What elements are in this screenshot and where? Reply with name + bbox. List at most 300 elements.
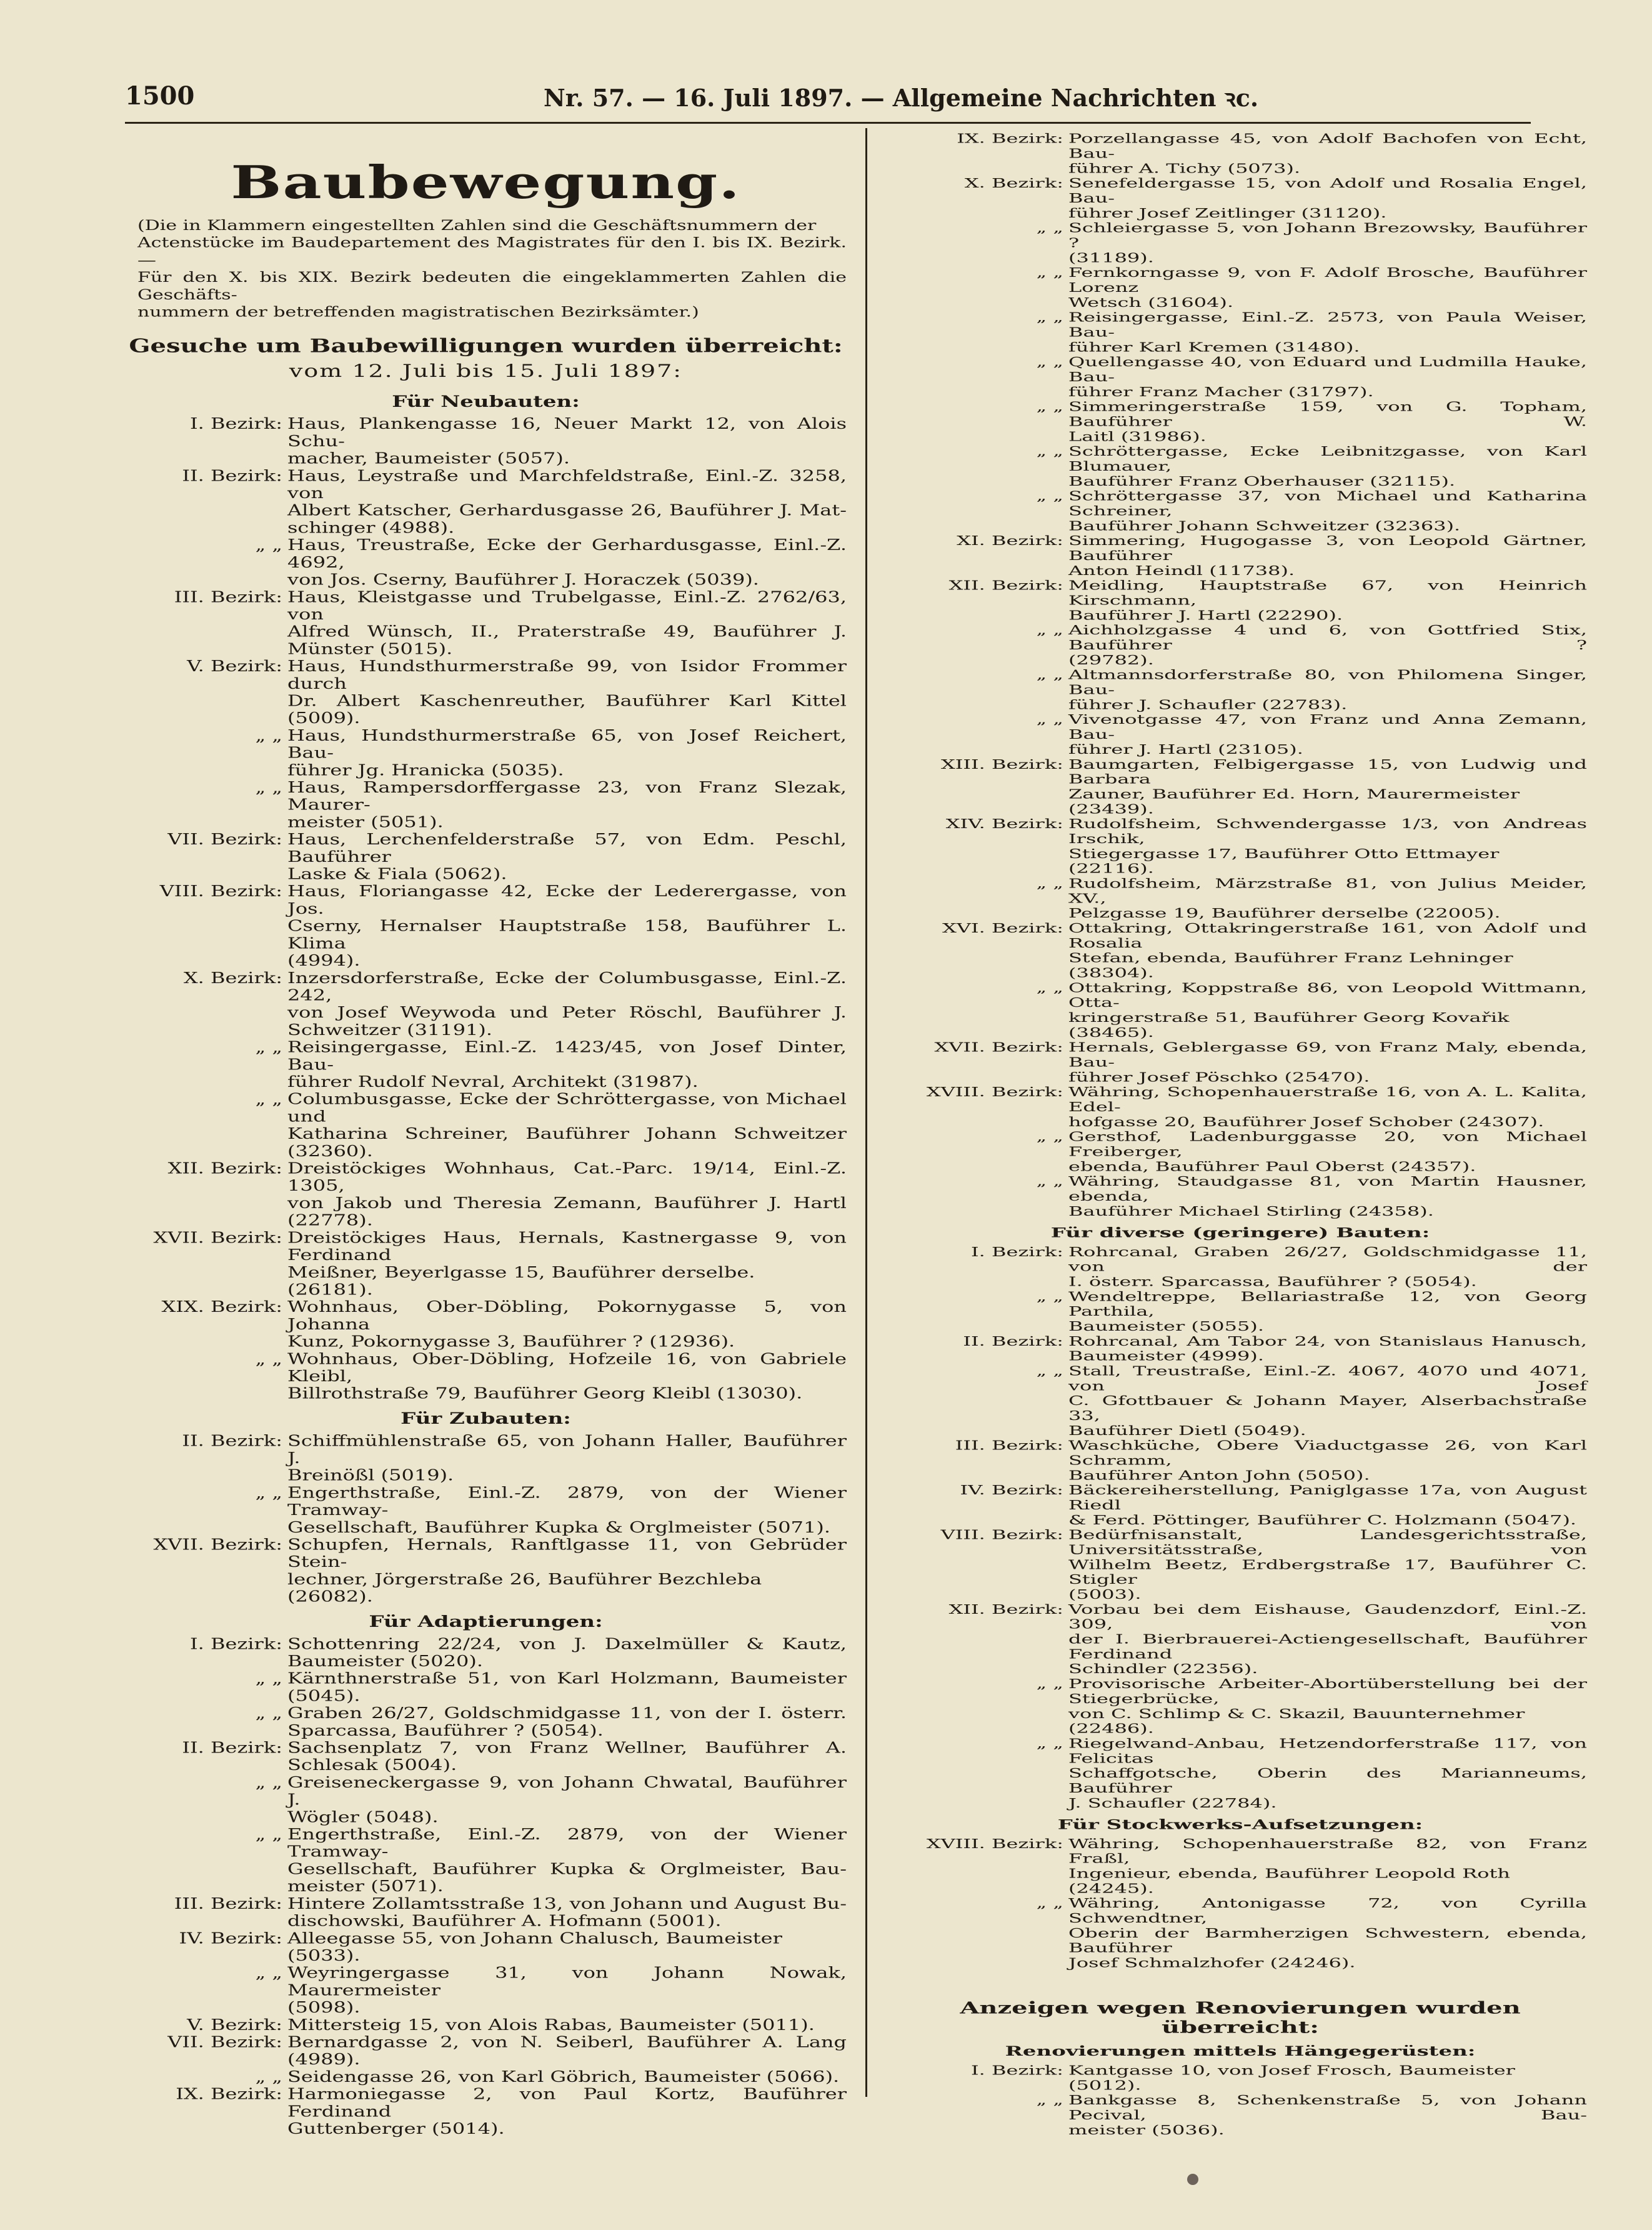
district-label: „ „: [1036, 1129, 1063, 1144]
entry-text: [287, 1636, 847, 1670]
intro-note: [137, 217, 847, 321]
entry-line: Schleiergasse 5, von Johann Brezowsky, Bauführer ?: [1068, 220, 1587, 251]
entry: [125, 1964, 847, 2016]
entry: [893, 1676, 1587, 1736]
entry-line: Engerthstraße, Einl.-Z. 2879, von der Wiener Tramway-: [287, 1483, 847, 1519]
entry-line: Columbusgasse, Ecke der Schröttergasse, von Michael und: [287, 1090, 847, 1126]
entry-line: Greiseneckergasse 9, von Johann Chwatal, Bauführer J.: [287, 1773, 847, 1809]
entry-line: Sparcassa, Bauführer ? (5054).: [287, 1721, 604, 1739]
entry-line: macher, Baumeister (5057).: [287, 449, 570, 468]
entry-line: Haus, Treustraße, Ecke der Gerhardusgasse, Einl.-Z. 4692,: [287, 536, 847, 571]
district-label: I. Bezirk:: [971, 2062, 1063, 2078]
entry-text: [1068, 1528, 1587, 1602]
district-label: XI. Bezirk:: [957, 532, 1063, 549]
entry-line: Bauführer Johann Schweitzer (32363).: [1068, 518, 1461, 534]
entry-line: Oberin der Barmherzigen Schwestern, ebenda, Bauführer: [1068, 1925, 1587, 1956]
entry-line: Alfred Wünsch, II., Praterstraße 49, Bauführer J.: [287, 622, 847, 641]
entry-line: (32360).: [287, 1142, 373, 1160]
entry-line: von C. Schlimp & C. Skazil, Bauunternehmer (22486).: [1068, 1706, 1525, 1736]
running-title: Nr. 57. — 16. Juli 1897. — Allgemeine Nachrichten ꝛc.: [544, 84, 1259, 112]
entry-line: Simmering, Hugogasse 3, von Leopold Gärtner, Bauführer: [1068, 532, 1587, 564]
entry-line: Waschküche, Obere Viaductgasse 26, von Karl Schramm,: [1068, 1438, 1587, 1468]
left-column: [125, 131, 847, 2138]
district-label: II. Bezirk:: [182, 466, 282, 485]
entry-text: [287, 468, 847, 537]
entry-line: Anton Heindl (11738).: [1068, 562, 1295, 579]
entry-line: ebenda, Bauführer Paul Oberst (24357).: [1068, 1158, 1476, 1174]
entry-line: Josef Schmalzhofer (24246).: [1068, 1955, 1356, 1971]
intro-line: nummern der betreffenden magistratischen Bezirksämter.): [137, 304, 699, 321]
entry-line: Meidling, Hauptstraße 67, von Heinrich Kirschmann,: [1068, 578, 1587, 608]
entry-line: Senefeldergasse 15, von Adolf und Rosalia Engel, Bau-: [1068, 175, 1587, 206]
entry-line: Bauführer Franz Oberhauser (32115).: [1068, 473, 1456, 489]
district-label: „ „: [255, 536, 282, 554]
entry-text: [1068, 1174, 1587, 1219]
entry-line: Billrothstraße 79, Bauführer Georg Kleibl (13030).: [287, 1384, 803, 1402]
entry: [125, 1636, 847, 1670]
entry: [125, 658, 847, 727]
district-label: III. Bezirk:: [174, 588, 282, 606]
district-label: „ „: [255, 1825, 282, 1844]
entry-line: meister (5071).: [287, 1877, 444, 1896]
entry-text: [287, 2086, 847, 2138]
right-sections: [893, 1224, 1587, 1971]
entry: [125, 536, 847, 588]
entry-line: Porzellangasse 45, von Adolf Bachofen von Echt, Bau-: [1068, 131, 1587, 161]
entry-text: [287, 1774, 847, 1826]
entry-text: [1068, 489, 1587, 534]
entry-line: Katharina Schreiner, Bauführer Johann Schweitzer: [287, 1124, 847, 1143]
entry-line: Alleegasse 55, von Johann Chalusch, Baumeister (5033).: [287, 1929, 782, 1964]
entry-line: Schröttergasse, Ecke Leibnitzgasse, von Karl Blumauer,: [1068, 443, 1587, 474]
entry: [893, 1438, 1587, 1483]
district-label: IV. Bezirk:: [179, 1929, 282, 1948]
district-label: I. Bezirk:: [190, 414, 282, 433]
entry-line: Reisingergasse, Einl.-Z. 2573, von Paula Weiser, Bau-: [1068, 309, 1587, 340]
entry-line: Haus, Leystraße und Marchfeldstraße, Einl.-Z. 3258, von: [287, 466, 847, 502]
entry-line: (4989).: [287, 2050, 361, 2069]
entry-text: [1068, 981, 1587, 1040]
entry-line: Laitl (31986).: [1068, 429, 1207, 444]
entry-line: Inzersdorferstraße, Ecke der Columbusgasse, Einl.-Z. 242,: [287, 969, 847, 1004]
entry-line: führer Rudolf Nevral, Architekt (31987).: [287, 1072, 699, 1091]
entry-line: Haus, Floriangasse 42, Ecke der Lederergasse, von Jos.: [287, 882, 847, 918]
header-rule: [125, 122, 1531, 124]
district-label: X. Bezirk:: [964, 175, 1063, 191]
entry: [125, 1039, 847, 1091]
entry-line: Gesellschaft, Bauführer Kupka & Orglmeister (5071).: [287, 1518, 830, 1536]
entry-line: Weyringergasse 31, von Johann Nowak, Maurermeister: [287, 1964, 847, 1999]
renovation-subheading: Renovierungen mittels Hängegerüsten:: [1005, 2043, 1476, 2060]
intro-line: Für den X. bis XIX. Bezirk bedeuten die eingeklammerten Zahlen die Geschäfts-: [137, 269, 847, 303]
entry-text: [1068, 876, 1587, 921]
entry: [125, 1704, 847, 1739]
district-label: II. Bezirk:: [182, 1739, 282, 1757]
entry-line: Schottenring 22/24, von J. Daxelmüller & Kautz,: [287, 1634, 847, 1653]
entry-line: Wögler (5048).: [287, 1808, 439, 1826]
district-label: „ „: [1036, 1289, 1063, 1304]
entry-line: Ingenieur, ebenda, Bauführer Leopold Roth (24245).: [1068, 1866, 1510, 1896]
district-label: XIX. Bezirk:: [161, 1298, 282, 1316]
district-label: „ „: [1036, 979, 1063, 996]
entry-text: [1068, 1084, 1587, 1129]
entry-line: Schiffmühlenstraße 65, von Johann Haller, Bauführer J.: [287, 1431, 847, 1468]
entry-text: [287, 1160, 847, 1229]
entry-line: Haus, Lerchenfelderstraße 57, von Edm. Peschl, Bauführer: [287, 830, 847, 866]
district-label: VII. Bezirk:: [167, 830, 282, 849]
entry-line: Baumeister (4999).: [1068, 1348, 1264, 1364]
entry-line: Aichholzgasse 4 und 6, von Gottfried Stix, Bauführer ?: [1068, 622, 1587, 653]
entry-line: Wetsch (31604).: [1068, 294, 1234, 311]
entry-line: Baumeister (5020).: [287, 1652, 483, 1670]
entry-line: Schlesak (5004).: [287, 1756, 457, 1774]
entry-line: Riegelwand-Anbau, Hetzendorferstraße 117, von Felicitas: [1068, 1736, 1587, 1766]
entry: [893, 1896, 1587, 1970]
entry-text: [1068, 1040, 1587, 1085]
district-label: „ „: [1036, 309, 1063, 325]
entry-text: [1068, 1364, 1587, 1438]
entry: [125, 831, 847, 882]
entry-text: [1068, 176, 1587, 221]
entry-text: [287, 536, 847, 588]
entry: [125, 1930, 847, 1964]
entry-line: Schröttergasse 37, von Michael und Katharina Schreiner,: [1068, 488, 1587, 519]
entry-text: [1068, 534, 1587, 579]
entry-text: [1068, 131, 1587, 176]
entry-text: [287, 1432, 847, 1484]
entry-text: [1068, 668, 1587, 712]
entry-line: Stiegergasse 17, Bauführer Otto Ettmayer (22116).: [1068, 846, 1500, 876]
entry-line: der I. Bierbrauerei-Actiengesellschaft, Bauführer Ferdinand: [1068, 1631, 1587, 1662]
entry-text: [287, 2034, 847, 2068]
entry-line: Hernals, Geblergasse 69, von Franz Maly, ebenda, Bau-: [1068, 1039, 1587, 1070]
entry-line: Seidengasse 26, von Karl Göbrich, Baumeister (5066).: [287, 2068, 840, 2086]
entry: [125, 727, 847, 779]
district-label: XIV. Bezirk:: [945, 816, 1063, 832]
district-label: „ „: [255, 2068, 282, 2086]
entry-line: kringerstraße 51, Bauführer Georg Kovařik (38465).: [1068, 1009, 1510, 1040]
entry-line: Wohnhaus, Ober-Döbling, Hofzeile 16, von Gabriele Kleibl,: [287, 1349, 847, 1385]
entry-line: Rudolfsheim, Schwendergasse 1/3, von Andreas Irschik,: [1068, 816, 1587, 847]
entry: [893, 578, 1587, 623]
entry-text: [1068, 757, 1587, 816]
date-range: vom 12. Juli bis 15. Juli 1897:: [289, 360, 683, 381]
entry: [893, 266, 1587, 311]
district-label: II. Bezirk:: [963, 1333, 1063, 1349]
district-label: „ „: [1036, 622, 1063, 638]
entry-line: C. Gfottbauer & Johann Mayer, Alserbachstraße 33,: [1068, 1392, 1587, 1424]
entry: [125, 1774, 847, 1826]
entry: [125, 1160, 847, 1229]
entry-line: Ottakring, Koppstraße 86, von Leopold Wittmann, Otta-: [1068, 979, 1587, 1011]
entry: [893, 1084, 1587, 1129]
entry-line: Dreistöckiges Wohnhaus, Cat.-Parc. 19/14, Einl.-Z. 1305,: [287, 1159, 847, 1195]
district-label: „ „: [255, 1704, 282, 1722]
entry: [893, 355, 1587, 400]
intro-line: (Die in Klammern eingestellten Zahlen sind die Geschäftsnummern der: [137, 217, 817, 234]
entry: [125, 1895, 847, 1929]
section-heading: Für Neubauten:: [392, 392, 580, 411]
entry-line: Fernkorngasse 9, von F. Adolf Brosche, Bauführer Lorenz: [1068, 264, 1587, 296]
left-sections: [125, 391, 847, 2138]
entry-line: (5045).: [287, 1686, 361, 1705]
entry-line: Sachsenplatz 7, von Franz Wellner, Bauführer A.: [287, 1739, 847, 1757]
entry-line: Haus, Plankengasse 16, Neuer Markt 12, von Alois Schu-: [287, 414, 847, 450]
entry: [125, 2068, 847, 2086]
district-label: XVII. Bezirk:: [153, 1228, 282, 1247]
entry-line: führer A. Tichy (5073).: [1068, 161, 1301, 176]
entry: [893, 1129, 1587, 1174]
entry-line: Altmannsdorferstraße 80, von Philomena Singer, Bau-: [1068, 667, 1587, 698]
district-label: IX. Bezirk:: [957, 131, 1063, 146]
district-label: VIII. Bezirk:: [940, 1527, 1063, 1542]
district-label: II. Bezirk:: [182, 1431, 282, 1450]
entry-line: Zauner, Bauführer Ed. Horn, Maurermeister (23439).: [1068, 786, 1520, 817]
entry-text: [287, 1484, 847, 1536]
renovation-heading: Anzeigen wegen Renovierungen wurden überreicht:: [960, 1998, 1521, 2037]
district-label: „ „: [1036, 1676, 1063, 1692]
entry-line: Schweitzer (31191).: [287, 1021, 493, 1039]
entry: [893, 1836, 1587, 1896]
entry-line: Haus, Rampersdorffergasse 23, von Franz Slezak, Maurer-: [287, 778, 847, 814]
section-heading: Für Adaptierungen:: [369, 1612, 603, 1631]
entry-line: schinger (4988).: [287, 518, 455, 537]
entry-line: Rohrcanal, Am Tabor 24, von Stanislaus Hanusch,: [1068, 1333, 1587, 1349]
entry-line: Guttenberger (5014).: [287, 2119, 505, 2138]
entry: [893, 1334, 1587, 1364]
entry: [893, 757, 1587, 816]
district-label: „ „: [255, 1773, 282, 1791]
entry-line: Gesellschaft, Bauführer Kupka & Orglmeister, Bau-: [287, 1859, 847, 1878]
entry-line: Laske & Fiala (5062).: [287, 865, 507, 883]
entry: [893, 2092, 1587, 2138]
entry-text: [287, 1536, 847, 1606]
entry: [893, 1174, 1587, 1219]
district-label: „ „: [255, 1038, 282, 1056]
entry-line: Schupfen, Hernals, Ranftlgasse 11, von Gebrüder Stein-: [287, 1536, 847, 1571]
entry-line: Kantgasse 10, von Josef Frosch, Baumeister (5012).: [1068, 2062, 1515, 2093]
entry-line: Währing, Schopenhauerstraße 82, von Franz Fraßl,: [1068, 1836, 1587, 1866]
district-label: „ „: [1036, 876, 1063, 891]
entry: [893, 1244, 1587, 1289]
entry-text: [1068, 221, 1587, 266]
entry-line: Provisorische Arbeiter-Abortüberstellung bei der Stiegerbrücke,: [1068, 1676, 1587, 1707]
entry-text: [287, 1670, 847, 1704]
page-header: [125, 81, 1531, 119]
entry-line: I. österr. Sparcassa, Bauführer ? (5054).: [1068, 1274, 1477, 1289]
entry: [893, 1483, 1587, 1528]
entry-line: Ottakring, Ottakringerstraße 161, von Adolf und Rosalia: [1068, 920, 1587, 951]
entry-text: [1068, 1244, 1587, 1289]
column-divider: [865, 128, 867, 2097]
entry-text: [287, 1298, 847, 1350]
entry: [125, 1739, 847, 1774]
entry-text: [287, 1039, 847, 1091]
entry-line: Bauführer Michael Stirling (24358).: [1068, 1203, 1434, 1219]
entry: [893, 444, 1587, 489]
entry-text: [287, 969, 847, 1039]
entry-line: meister (5036).: [1068, 2122, 1225, 2138]
district-label: „ „: [255, 1483, 282, 1502]
entry-line: (5009).: [287, 709, 361, 728]
district-label: XVI. Bezirk:: [942, 920, 1063, 936]
entry-text: [287, 2016, 847, 2034]
district-label: „ „: [1036, 2092, 1063, 2108]
entry-line: führer J. Schaufler (22783).: [1068, 697, 1348, 712]
page-number: 1500: [125, 81, 195, 111]
entry: [125, 1484, 847, 1536]
entry: [893, 921, 1587, 980]
entry-line: Dr. Albert Kaschenreuther, Bauführer Karl Kittel: [287, 692, 847, 710]
entry-line: Graben 26/27, Goldschmidgasse 11, von der I. österr.: [287, 1704, 847, 1722]
entry-line: Bauführer Anton John (5050).: [1068, 1468, 1370, 1483]
entry-line: Reisingergasse, Einl.-Z. 1423/45, von Josef Dinter, Bau-: [287, 1038, 847, 1074]
entry: [893, 534, 1587, 579]
entry-line: Bauführer J. Hartl (22290).: [1068, 608, 1343, 623]
entry-line: (4994).: [287, 951, 361, 970]
requests-heading: Gesuche um Baubewilligungen wurden überreicht:: [129, 334, 843, 357]
entry-text: [1068, 1896, 1587, 1970]
district-label: „ „: [1036, 264, 1063, 281]
entry-line: Bedürfnisanstalt, Landesgerichtsstraße, Universitätsstraße, von: [1068, 1527, 1587, 1558]
entry: [893, 221, 1587, 266]
entry: [125, 1536, 847, 1606]
district-label: I. Bezirk:: [190, 1634, 282, 1653]
entry: [893, 131, 1587, 176]
district-label: „ „: [1036, 354, 1063, 370]
entry-line: Kärnthnerstraße 51, von Karl Holzmann, Baumeister: [287, 1669, 847, 1688]
entry: [893, 1364, 1587, 1438]
entry-text: [1068, 310, 1587, 355]
entry: [125, 2016, 847, 2034]
entry-text: [287, 1704, 847, 1739]
district-label: „ „: [1036, 1363, 1063, 1379]
entry: [893, 1602, 1587, 1676]
district-label: „ „: [255, 778, 282, 797]
entry-text: [287, 589, 847, 658]
entry-line: meister (5051).: [287, 812, 444, 831]
entry-line: Haus, Kleistgasse und Trubelgasse, Einl.-Z. 2762/63, von: [287, 588, 847, 623]
entry-line: lechner, Jörgerstraße 26, Bauführer Bezchleba (26082).: [287, 1570, 762, 1606]
entry: [125, 468, 847, 537]
continued-entries: [893, 131, 1587, 1219]
entry-line: Bäckereiherstellung, Paniglgasse 17a, von August Riedl: [1068, 1482, 1587, 1513]
entry: [893, 712, 1587, 758]
district-label: XIII. Bezirk:: [940, 756, 1063, 772]
entry-line: Cserny, Hernalser Hauptstraße 158, Bauführer L. Klima: [287, 917, 847, 952]
entry-text: [287, 1964, 847, 2016]
entry-line: Währing, Antonigasse 72, von Cyrilla Schwendtner,: [1068, 1895, 1587, 1926]
entry-line: führer Karl Kremen (31480).: [1068, 339, 1360, 355]
entry-line: Rudolfsheim, Märzstraße 81, von Julius Meider, XV.,: [1068, 876, 1587, 906]
entry-line: führer Josef Zeitlinger (31120).: [1068, 205, 1387, 221]
district-label: VII. Bezirk:: [167, 2033, 282, 2051]
entry-text: [287, 1739, 847, 1774]
entry-line: Bankgasse 8, Schenkenstraße 5, von Johann Pecival, Bau-: [1068, 2092, 1587, 2123]
entry-text: [287, 416, 847, 468]
entry-line: Harmoniegasse 2, von Paul Kortz, Bauführer Ferdinand: [287, 2085, 847, 2121]
entry-line: führer J. Hartl (23105).: [1068, 741, 1303, 758]
entry-text: [287, 658, 847, 727]
district-label: „ „: [255, 1349, 282, 1368]
district-label: V. Bezirk:: [187, 657, 282, 676]
district-label: IX. Bezirk:: [176, 2085, 282, 2103]
entry-line: von Jakob und Theresia Zemann, Bauführer J. Hartl: [287, 1194, 847, 1212]
entry-line: Hintere Zollamtsstraße 13, von Johann und August Bu-: [287, 1894, 847, 1912]
entry: [125, 2034, 847, 2068]
entry: [125, 1091, 847, 1160]
district-label: „ „: [1036, 1895, 1063, 1911]
district-label: XII. Bezirk:: [167, 1159, 282, 1178]
entry-line: (22778).: [287, 1211, 373, 1229]
entry: [893, 1528, 1587, 1602]
entry-text: [287, 727, 847, 779]
entry-text: [1068, 1129, 1587, 1174]
intro-line: Actenstücke im Baudepartement des Magistrates für den I. bis IX. Bezirk. —: [137, 234, 847, 269]
entry-line: (31189).: [1068, 250, 1154, 266]
entry: [125, 1298, 847, 1350]
entry: [125, 589, 847, 658]
district-label: XII. Bezirk:: [948, 1601, 1063, 1618]
entry: [125, 1229, 847, 1299]
district-label: „ „: [1036, 399, 1063, 414]
district-label: V. Bezirk:: [187, 2016, 282, 2034]
district-label: XII. Bezirk:: [948, 578, 1063, 593]
entry-line: (29782).: [1068, 652, 1154, 668]
entry-line: Baumgarten, Felbigergasse 15, von Ludwig und Barbara: [1068, 756, 1587, 787]
entry: [125, 969, 847, 1039]
entry-text: [1068, 444, 1587, 489]
entry-line: Baumeister (5055).: [1068, 1318, 1264, 1334]
spacer: [893, 1971, 1587, 1995]
entry-line: (5003).: [1068, 1586, 1142, 1602]
district-label: „ „: [255, 1090, 282, 1108]
entry-text: [1068, 816, 1587, 876]
entry-line: Schaffgotsche, Oberin des Marianneums, Bauführer: [1068, 1765, 1587, 1796]
renovation-entries: [893, 2063, 1587, 2138]
district-label: „ „: [1036, 667, 1063, 682]
district-label: XVIII. Bezirk:: [926, 1084, 1063, 1100]
right-column: [893, 131, 1587, 2138]
district-label: I. Bezirk:: [971, 1244, 1063, 1260]
entry: [893, 1040, 1587, 1085]
entry-line: Pelzgasse 19, Bauführer derselbe (22005).: [1068, 905, 1501, 921]
entry: [125, 416, 847, 468]
entry-line: führer Franz Macher (31797).: [1068, 384, 1374, 400]
entry: [893, 1736, 1587, 1811]
entry-line: von Josef Weywoda und Peter Röschl, Bauführer J.: [287, 1003, 847, 1022]
district-label: „ „: [255, 726, 282, 744]
entry-line: Haus, Hundsthurmerstraße 65, von Josef Reichert, Bau-: [287, 726, 847, 762]
entry: [125, 883, 847, 970]
entry-line: Albert Katscher, Gerhardusgasse 26, Bauführer J. Mat-: [287, 501, 847, 519]
entry-text: [1068, 2063, 1587, 2093]
district-label: „ „: [1036, 443, 1063, 459]
entry-line: Mittersteig 15, von Alois Rabas, Baumeister (5011).: [287, 2016, 815, 2034]
entry-line: Bernardgasse 2, von N. Seiberl, Bauführer A. Lang: [287, 2033, 847, 2051]
entry-text: [287, 1351, 847, 1402]
entry: [125, 1670, 847, 1704]
entry-text: [1068, 1836, 1587, 1896]
district-label: III. Bezirk:: [955, 1438, 1063, 1453]
district-label: „ „: [1036, 220, 1063, 236]
entry-line: Dreistöckiges Haus, Hernals, Kastnergasse 9, von Ferdinand: [287, 1228, 847, 1264]
entry-text: [287, 1895, 847, 1929]
entry: [893, 310, 1587, 355]
entry-line: Währing, Schopenhauerstraße 16, von A. L. Kalita, Edel-: [1068, 1084, 1587, 1115]
entry-text: [287, 1930, 847, 1964]
entry-text: [1068, 623, 1587, 668]
